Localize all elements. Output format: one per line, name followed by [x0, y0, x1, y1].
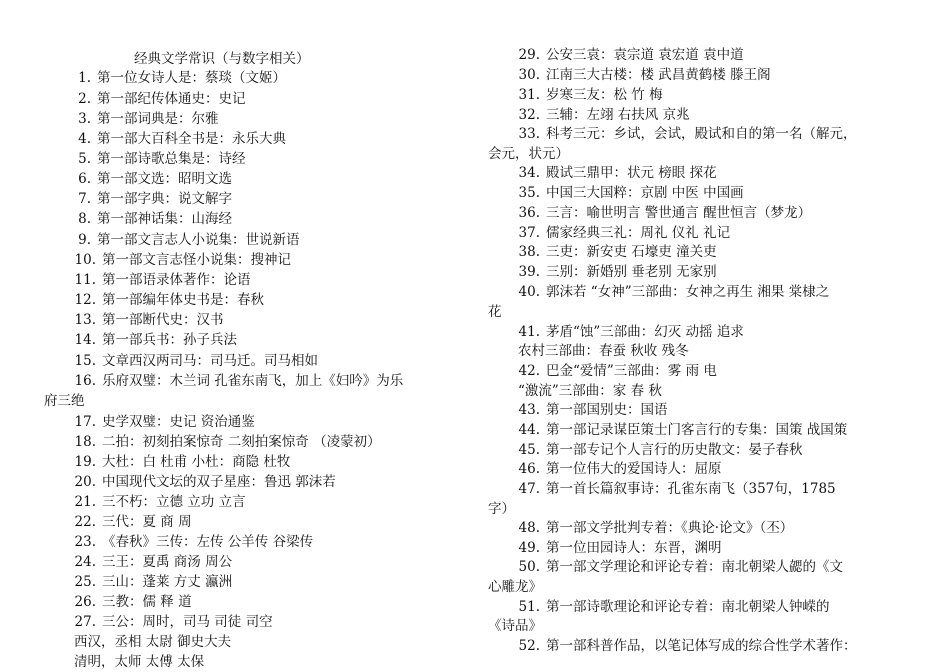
- item-text: 第一部文言志怪小说集：搜神记: [102, 252, 291, 268]
- item-text: 三辅：左翊 右扶风 京兆: [546, 107, 690, 123]
- item-number: 25.: [74, 574, 96, 590]
- item-text: 第一部文学批判专着：《典论·论文》（丕）: [546, 520, 794, 536]
- item-number: 14.: [74, 332, 96, 348]
- list-item: [488, 638, 918, 654]
- list-item: [488, 185, 918, 201]
- item-text: 三王：夏禹 商汤 周公: [102, 554, 233, 570]
- list-item: [44, 554, 474, 570]
- item-number: 33.: [518, 126, 540, 142]
- item-number: 37.: [518, 225, 540, 241]
- list-item: [44, 292, 474, 308]
- document-title: 经典文学常识（与数字相关）: [134, 51, 310, 67]
- item-number: 27.: [74, 614, 96, 630]
- item-number: 8.: [78, 211, 91, 227]
- list-item: [488, 442, 918, 458]
- item-text: 第一部科普作品，以笔记体写成的综合性学术著作：: [546, 638, 857, 654]
- item-number: 19.: [74, 454, 96, 470]
- list-item: [44, 454, 474, 470]
- item-number: 29.: [518, 47, 540, 63]
- item-text: 二拍：初刻拍案惊奇 二刻拍案惊奇 （凌蒙初）: [102, 434, 381, 450]
- list-item: [488, 67, 918, 83]
- item-text: 第一部词典是：尔雅: [97, 111, 219, 127]
- item-number: 48.: [518, 520, 540, 536]
- item-number: 44.: [518, 422, 540, 438]
- list-item: [44, 252, 474, 268]
- list-item: [44, 373, 474, 389]
- line-continuation: 农村三部曲：春蚕 秋收 残冬: [518, 343, 689, 359]
- list-item: [44, 211, 474, 227]
- list-item: [488, 363, 918, 379]
- list-item: [488, 324, 918, 340]
- item-text: 第一部神话集：山海经: [97, 211, 232, 227]
- list-item: [488, 107, 918, 123]
- item-number: 15.: [74, 353, 96, 369]
- list-item: [488, 402, 918, 418]
- line-continuation: 府三绝: [44, 393, 85, 409]
- item-text: 第一部纪传体通史：史记: [97, 91, 246, 107]
- list-item: [488, 264, 918, 280]
- item-number: 22.: [74, 514, 96, 530]
- item-text: 三不朽：立德 立功 立言: [102, 494, 246, 510]
- list-item: [44, 434, 474, 450]
- item-text: 第一部编年体史书是：春秋: [102, 292, 264, 308]
- item-text: 大杜：白 杜甫 小杜：商隐 杜牧: [102, 454, 291, 470]
- item-number: 10.: [74, 252, 96, 268]
- item-text: 第一首长篇叙事诗：孔雀东南飞（357句，1785: [546, 481, 836, 497]
- item-number: 13.: [74, 312, 96, 328]
- item-text: 三代：夏 商 周: [102, 514, 192, 530]
- list-item: [488, 244, 918, 260]
- list-item: [44, 131, 474, 147]
- item-text: 第一部文选：昭明文选: [97, 171, 232, 187]
- item-number: 7.: [78, 191, 91, 207]
- item-text: 三吏：新安吏 石壕吏 潼关吏: [546, 244, 717, 260]
- line-continuation: “激流”三部曲：家 春 秋: [518, 383, 662, 399]
- list-item: [488, 165, 918, 181]
- item-text: 第一部专记个人言行的历史散文：晏子春秋: [546, 442, 803, 458]
- item-text: 第一部兵书：孙子兵法: [102, 332, 237, 348]
- item-text: 岁寒三友：松 竹 梅: [546, 87, 663, 103]
- line-continuation: 会元，状元）: [488, 146, 569, 162]
- list-item: [44, 353, 474, 369]
- item-number: 47.: [518, 481, 540, 497]
- list-item: [44, 494, 474, 510]
- item-text: 郭沫若 “女神”三部曲：女神之再生 湘果 棠棣之: [546, 284, 830, 300]
- list-item: [44, 614, 474, 630]
- list-item: [488, 540, 918, 556]
- list-item: [488, 284, 918, 300]
- item-text: 第一部记录谋臣策士门客言行的专集：国策 战国策: [546, 422, 848, 438]
- line-continuation: 清明，太师 太傅 太保: [74, 654, 205, 670]
- item-number: 3.: [78, 111, 91, 127]
- item-text: 巴金“爱情”三部曲：雾 雨 电: [546, 363, 717, 379]
- list-item: [488, 126, 918, 142]
- item-number: 5.: [78, 151, 91, 167]
- item-number: 32.: [518, 107, 540, 123]
- item-text: 文章西汉两司马：司马迁。司马相如: [102, 353, 318, 369]
- item-text: 中国现代文坛的双子星座：鲁迅 郭沫若: [102, 474, 336, 490]
- list-item: [488, 205, 918, 221]
- item-text: 三公：周时，司马 司徒 司空: [102, 614, 273, 630]
- item-text: 第一部大百科全书是：永乐大典: [97, 131, 286, 147]
- item-text: 三言：喻世明言 警世通言 醒世恒言（梦龙）: [546, 205, 812, 221]
- item-number: 35.: [518, 185, 540, 201]
- list-item: [488, 87, 918, 103]
- item-number: 36.: [518, 205, 540, 221]
- list-item: [44, 91, 474, 107]
- item-text: 第一部语录体著作：论语: [102, 272, 251, 288]
- item-text: 三山：蓬莱 方丈 瀛洲: [102, 574, 233, 590]
- item-number: 12.: [74, 292, 96, 308]
- item-text: 第一部国别史：国语: [546, 402, 668, 418]
- line-continuation: 《诗品》: [488, 618, 542, 634]
- item-number: 51.: [518, 599, 540, 615]
- list-item: [488, 559, 918, 575]
- item-text: 第一位女诗人是：蔡琰（文姬）: [97, 70, 286, 86]
- list-item: [44, 474, 474, 490]
- item-number: 38.: [518, 244, 540, 260]
- item-number: 46.: [518, 461, 540, 477]
- item-text: 儒家经典三礼：周礼 仪礼 礼记: [546, 225, 731, 241]
- list-item: [488, 481, 918, 497]
- list-item: [44, 191, 474, 207]
- item-number: 41.: [518, 324, 540, 340]
- item-text: 第一位伟大的爱国诗人：屈原: [546, 461, 722, 477]
- list-item: [44, 574, 474, 590]
- item-text: 第一部文学理论和评论专着：南北朝梁人勰的《文: [546, 559, 843, 575]
- item-number: 16.: [74, 373, 96, 389]
- list-item: [44, 70, 474, 86]
- list-item: [488, 422, 918, 438]
- list-item: [488, 599, 918, 615]
- item-number: 43.: [518, 402, 540, 418]
- item-number: 40.: [518, 284, 540, 300]
- list-item: [44, 414, 474, 430]
- item-text: 第一部文言志人小说集：世说新语: [97, 232, 300, 248]
- item-text: 史学双璧：史记 资治通鉴: [102, 414, 255, 430]
- item-number: 24.: [74, 554, 96, 570]
- line-continuation: 花: [488, 304, 502, 320]
- item-text: 科考三元：乡试，会试，殿试和自的第一名（解元，: [546, 126, 857, 142]
- list-item: [44, 272, 474, 288]
- item-number: 45.: [518, 442, 540, 458]
- item-text: 公安三袁：袁宗道 袁宏道 袁中道: [546, 47, 744, 63]
- item-number: 52.: [518, 638, 540, 654]
- list-item: [488, 47, 918, 63]
- item-text: 第一部诗歌总集是：诗经: [97, 151, 246, 167]
- item-number: 9.: [78, 232, 91, 248]
- item-number: 49.: [518, 540, 540, 556]
- list-item: [488, 225, 918, 241]
- item-number: 34.: [518, 165, 540, 181]
- item-number: 4.: [78, 131, 91, 147]
- list-item: [44, 534, 474, 550]
- list-item: [488, 520, 918, 536]
- item-text: 中国三大国粹：京剧 中医 中国画: [546, 185, 744, 201]
- line-continuation: 心雕龙》: [488, 579, 542, 595]
- list-item: [44, 232, 474, 248]
- item-number: 6.: [78, 171, 91, 187]
- list-item: [44, 594, 474, 610]
- list-item: [44, 151, 474, 167]
- item-number: 11.: [74, 272, 96, 288]
- list-item: [44, 514, 474, 530]
- list-item: [44, 332, 474, 348]
- item-number: 20.: [74, 474, 96, 490]
- item-text: 三别：新婚别 垂老别 无家别: [546, 264, 717, 280]
- line-continuation: 西汉，丞相 太尉 御史大夫: [74, 634, 232, 650]
- item-number: 39.: [518, 264, 540, 280]
- item-text: 殿试三鼎甲：状元 榜眼 探花: [546, 165, 717, 181]
- item-text: 三教：儒 释 道: [102, 594, 192, 610]
- item-number: 21.: [74, 494, 96, 510]
- item-text: 乐府双璧：木兰词 孔雀东南飞，加上《妇吟》为乐: [102, 373, 404, 389]
- item-text: 第一部字典：说文解字: [97, 191, 232, 207]
- line-continuation: 字）: [488, 501, 515, 517]
- list-item: [488, 461, 918, 477]
- item-text: 江南三大古楼：楼 武昌黄鹤楼 滕王阁: [546, 67, 771, 83]
- item-number: 31.: [518, 87, 540, 103]
- item-text: 第一位田园诗人：东晋，渊明: [546, 540, 722, 556]
- list-item: [44, 171, 474, 187]
- item-number: 2.: [78, 91, 91, 107]
- list-item: [44, 312, 474, 328]
- item-number: 18.: [74, 434, 96, 450]
- item-text: 茅盾“蚀”三部曲：幻灭 动摇 追求: [546, 324, 744, 340]
- item-number: 23.: [74, 534, 96, 550]
- item-number: 30.: [518, 67, 540, 83]
- item-number: 50.: [518, 559, 540, 575]
- item-text: 《春秋》三传：左传 公羊传 谷梁传: [102, 534, 314, 550]
- item-number: 17.: [74, 414, 96, 430]
- item-number: 42.: [518, 363, 540, 379]
- item-number: 1.: [78, 70, 91, 86]
- item-text: 第一部断代史：汉书: [102, 312, 224, 328]
- item-number: 26.: [74, 594, 96, 610]
- item-text: 第一部诗歌理论和评论专着：南北朝梁人钟嵘的: [546, 599, 830, 615]
- list-item: [44, 111, 474, 127]
